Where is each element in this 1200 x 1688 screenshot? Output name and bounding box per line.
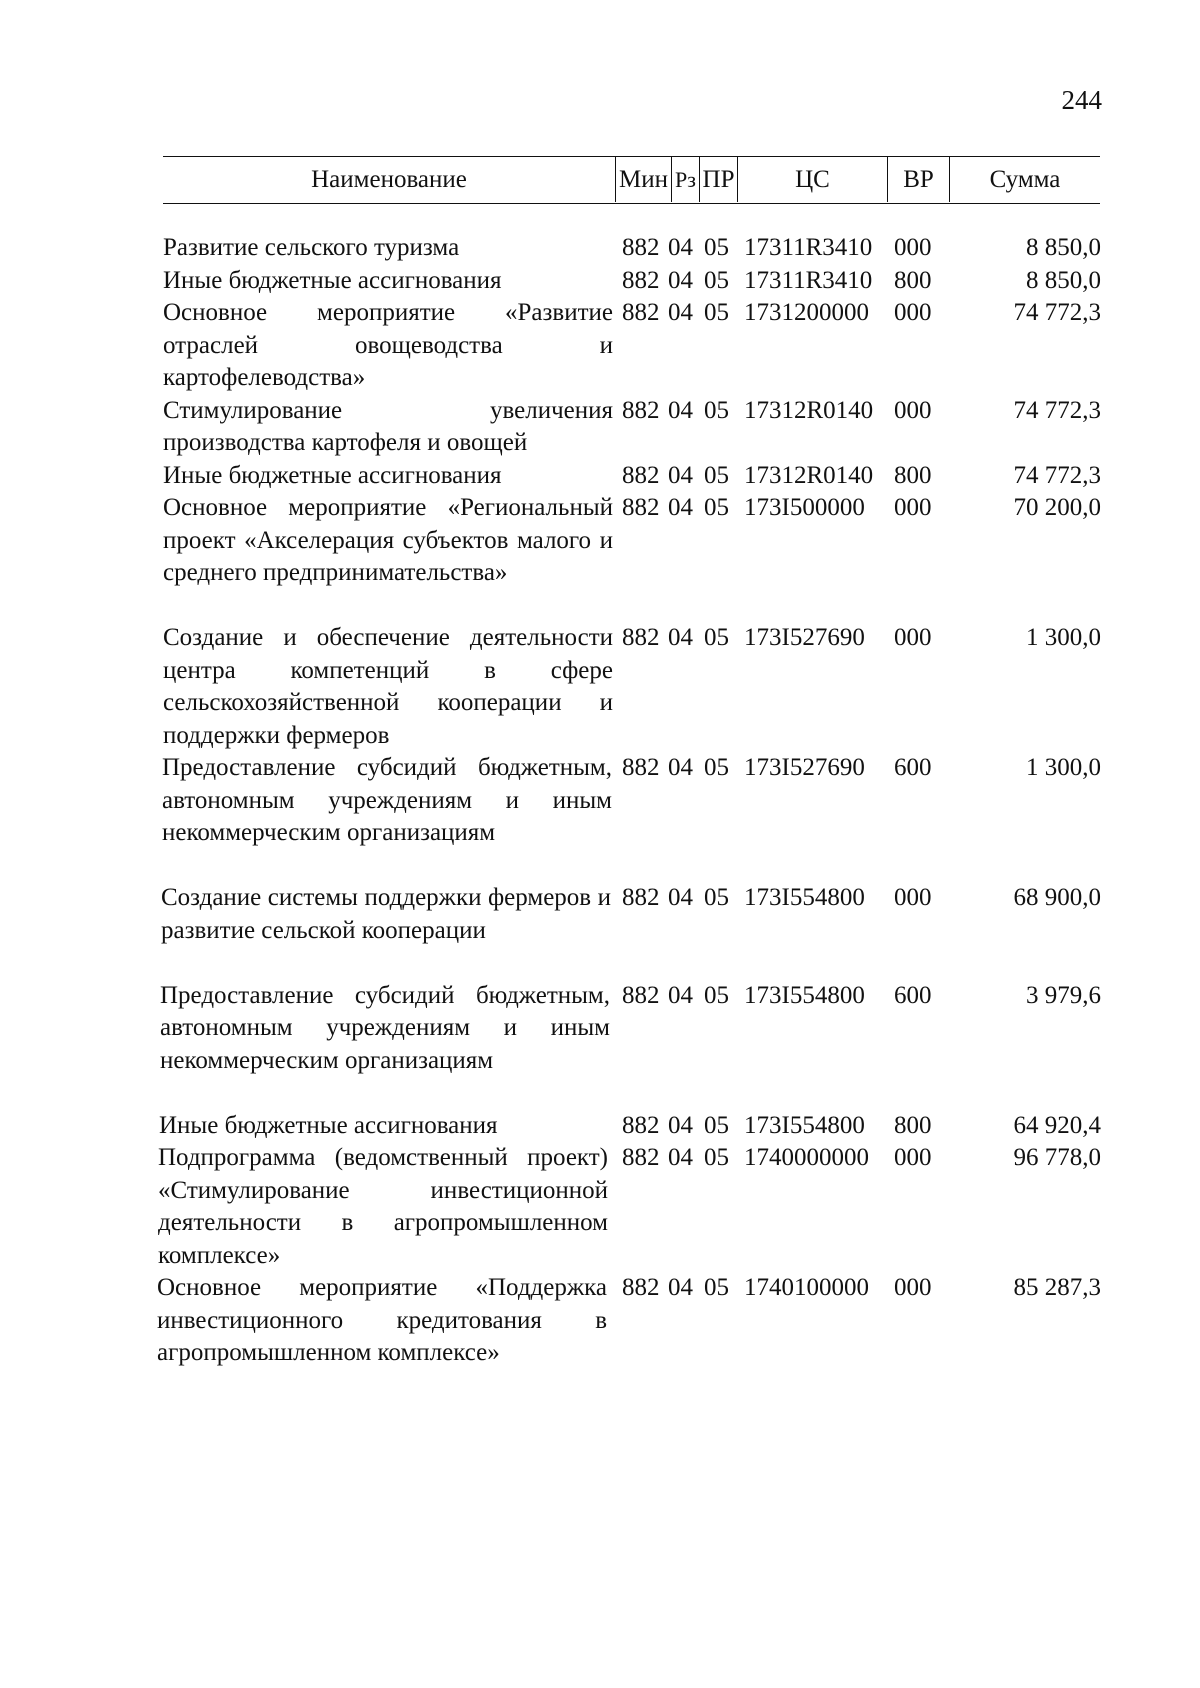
row-name: Создание и обеспечение деятельности центра компетенций в сфере сельскохозяйственной кооперации и поддержки фермеров xyxy=(163,624,613,749)
header-rz: Рз xyxy=(671,157,699,202)
table-row xyxy=(0,1142,1200,1272)
row-cs: 1740100000 xyxy=(744,1274,869,1301)
row-name: Предоставление субсидий бюджетным, автономным учреждениям и иным некоммерческим организациям xyxy=(160,981,610,1074)
header-pr: ПР xyxy=(699,157,737,202)
row-vr: 000 xyxy=(894,396,932,424)
row-sum: 8 850,0 xyxy=(1026,266,1101,294)
row-min: 882 xyxy=(622,461,660,489)
row-min: 882 xyxy=(622,1274,660,1301)
row-pr: 05 xyxy=(704,1274,729,1301)
row-rz: 04 xyxy=(668,266,693,294)
page-number: 244 xyxy=(1061,85,1102,115)
row-sum: 1 300,0 xyxy=(1026,754,1101,781)
row-name: Стимулирование увеличения производства картофеля и овощей xyxy=(163,396,613,456)
header-min: Мин xyxy=(615,157,671,202)
row-min: 882 xyxy=(622,299,660,326)
row-pr: 05 xyxy=(704,299,729,326)
row-cs: 1740000000 xyxy=(744,1144,869,1171)
row-vr: 000 xyxy=(894,624,932,651)
row-rz: 04 xyxy=(668,1111,693,1139)
row-sum: 68 900,0 xyxy=(1013,884,1101,911)
row-min: 882 xyxy=(622,494,660,521)
row-pr: 05 xyxy=(704,1111,729,1139)
table-row xyxy=(0,1272,1200,1370)
row-sum: 8 850,0 xyxy=(1026,234,1101,261)
row-sum: 74 772,3 xyxy=(1013,461,1101,489)
row-sum: 64 920,4 xyxy=(1013,1111,1101,1139)
row-pr: 05 xyxy=(704,461,729,489)
row-cs: 17311R3410 xyxy=(744,266,873,294)
row-name: Основное мероприятие «Поддержка инвестиционного кредитования в агропромышленном комплексе» xyxy=(157,1274,607,1366)
row-vr: 800 xyxy=(894,266,932,294)
row-min: 882 xyxy=(622,624,660,651)
row-pr: 05 xyxy=(704,266,729,294)
row-min: 882 xyxy=(622,266,660,294)
row-sum: 74 772,3 xyxy=(1013,299,1101,326)
row-vr: 000 xyxy=(894,1274,932,1301)
table-row xyxy=(0,980,1200,1110)
table-row xyxy=(0,232,1200,265)
table-header xyxy=(163,156,1100,204)
row-vr: 800 xyxy=(894,461,932,489)
row-name: Иные бюджетные ассигнования xyxy=(159,1111,498,1139)
row-name: Основное мероприятие «Развитие отраслей овощеводства и картофелеводства» xyxy=(163,299,613,391)
row-cs: 173I527690 xyxy=(744,624,865,651)
row-rz: 04 xyxy=(668,1144,693,1171)
row-vr: 800 xyxy=(894,1111,932,1139)
row-name: Подпрограмма (ведомственный проект) «Стимулирование инвестиционной деятельности в агропромышленном комплексе» xyxy=(158,1144,608,1269)
header-name: Наименование xyxy=(311,166,467,193)
row-sum: 74 772,3 xyxy=(1013,396,1101,424)
row-rz: 04 xyxy=(668,461,693,489)
row-rz: 04 xyxy=(668,234,693,261)
row-cs: 173I554800 xyxy=(744,884,865,911)
row-sum: 70 200,0 xyxy=(1013,494,1101,521)
row-rz: 04 xyxy=(668,754,693,781)
row-name: Иные бюджетные ассигнования xyxy=(163,266,502,294)
row-vr: 600 xyxy=(894,754,932,781)
row-rz: 04 xyxy=(668,494,693,521)
row-rz: 04 xyxy=(668,981,693,1009)
row-vr: 000 xyxy=(894,299,932,326)
row-name: Иные бюджетные ассигнования xyxy=(163,461,502,489)
row-vr: 000 xyxy=(894,494,932,521)
table-row xyxy=(0,622,1200,752)
table-row xyxy=(0,460,1200,493)
row-vr: 000 xyxy=(894,884,932,911)
row-pr: 05 xyxy=(704,884,729,911)
row-min: 882 xyxy=(622,754,660,781)
row-pr: 05 xyxy=(704,624,729,651)
row-rz: 04 xyxy=(668,396,693,424)
table-row xyxy=(0,1110,1200,1143)
row-pr: 05 xyxy=(704,1144,729,1171)
header-sum: Сумма xyxy=(949,157,1100,202)
row-cs: 173I500000 xyxy=(744,494,865,521)
row-sum: 3 979,6 xyxy=(1026,981,1101,1009)
row-rz: 04 xyxy=(668,1274,693,1301)
row-cs: 173I554800 xyxy=(744,981,865,1009)
row-rz: 04 xyxy=(668,884,693,911)
row-rz: 04 xyxy=(668,624,693,651)
row-vr: 600 xyxy=(894,981,932,1009)
row-pr: 05 xyxy=(704,234,729,261)
budget-table xyxy=(0,232,1200,1370)
table-row xyxy=(0,492,1200,622)
row-min: 882 xyxy=(622,884,660,911)
row-pr: 05 xyxy=(704,754,729,781)
row-min: 882 xyxy=(622,234,660,261)
table-row xyxy=(0,297,1200,395)
table-row xyxy=(0,752,1200,882)
row-cs: 17312R0140 xyxy=(744,396,874,424)
table-row xyxy=(0,265,1200,298)
header-vr: ВР xyxy=(887,157,949,202)
row-cs: 173I527690 xyxy=(744,754,865,781)
row-pr: 05 xyxy=(704,494,729,521)
row-min: 882 xyxy=(622,396,660,424)
row-min: 882 xyxy=(622,981,660,1009)
row-min: 882 xyxy=(622,1111,660,1139)
table-row xyxy=(0,395,1200,460)
row-name: Создание системы поддержки фермеров и развитие сельской кооперации xyxy=(161,884,611,944)
row-vr: 000 xyxy=(894,234,932,261)
row-pr: 05 xyxy=(704,981,729,1009)
row-cs: 17311R3410 xyxy=(744,234,873,261)
row-name: Предоставление субсидий бюджетным, автономным учреждениям и иным некоммерческим организациям xyxy=(162,754,612,846)
row-min: 882 xyxy=(622,1144,660,1171)
row-cs: 17312R0140 xyxy=(744,461,874,489)
header-cs: ЦС xyxy=(737,157,887,202)
table-row xyxy=(0,882,1200,980)
row-name: Развитие сельского туризма xyxy=(163,234,460,261)
row-name: Основное мероприятие «Региональный проект «Акселерация субъектов малого и среднего предпринимательства» xyxy=(163,494,613,586)
row-sum: 85 287,3 xyxy=(1013,1274,1101,1301)
row-cs: 173I554800 xyxy=(744,1111,865,1139)
row-cs: 1731200000 xyxy=(744,299,869,326)
row-sum: 96 778,0 xyxy=(1013,1144,1101,1171)
row-sum: 1 300,0 xyxy=(1026,624,1101,651)
row-rz: 04 xyxy=(668,299,693,326)
row-pr: 05 xyxy=(704,396,729,424)
row-vr: 000 xyxy=(894,1144,932,1171)
